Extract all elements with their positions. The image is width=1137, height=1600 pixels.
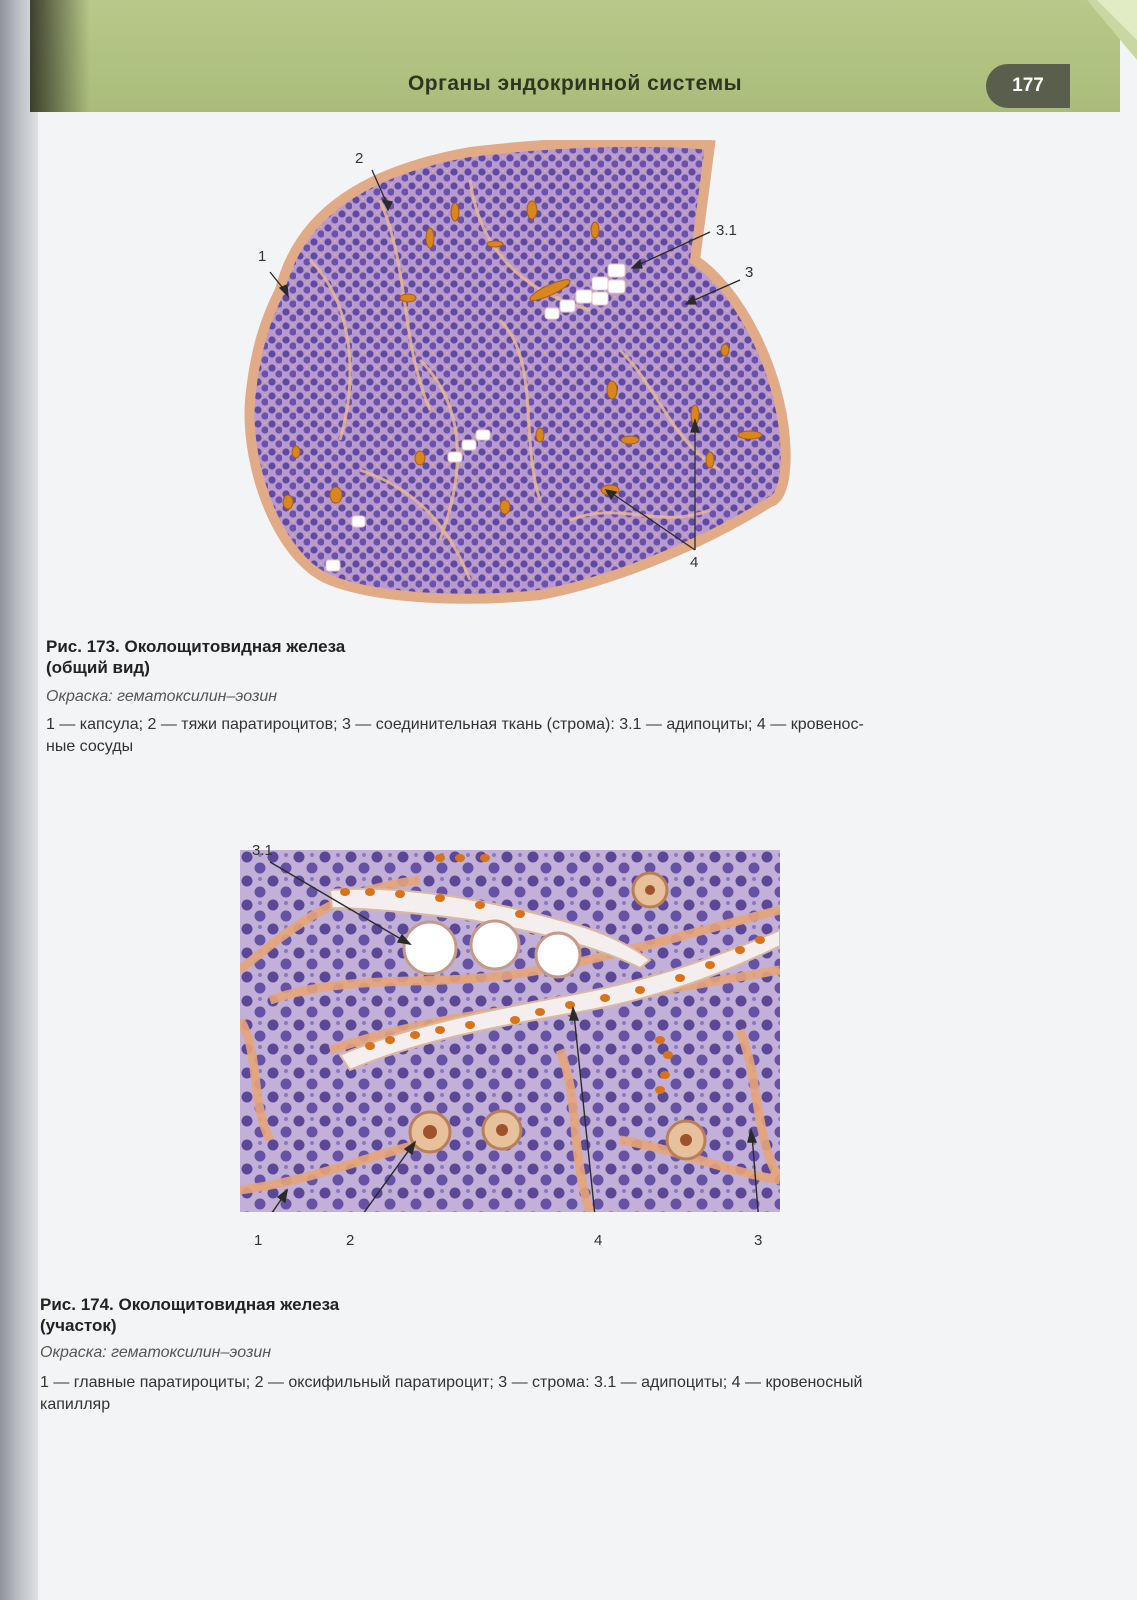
fig173-callout-1: 1 xyxy=(258,248,267,265)
fig173-callout-3-1: 3.1 xyxy=(716,222,737,239)
figure-174-micrograph xyxy=(240,850,780,1212)
figure-173-stain: Окраска: гематоксилин–эозин xyxy=(46,688,278,705)
fig173-callout-4: 4 xyxy=(690,554,699,571)
figure-174-legend-line2: капилляр xyxy=(40,1396,111,1413)
figure-174-stain: Окраска: гематоксилин–эозин xyxy=(40,1344,272,1361)
fig174-callout-3: 3 xyxy=(754,1232,763,1249)
fig174-callout-2: 2 xyxy=(346,1232,355,1249)
page-corner-fold xyxy=(1087,0,1137,60)
figure-173-caption-line1: Рис. 173. Околощитовидная железа xyxy=(46,637,346,656)
chapter-header xyxy=(30,0,1120,112)
figure-174-legend xyxy=(40,1372,862,1416)
section-title: Органы эндокринной системы xyxy=(407,72,743,95)
fig173-callout-2: 2 xyxy=(355,150,364,167)
fig174-callout-4: 4 xyxy=(594,1232,603,1249)
figure-174-caption xyxy=(40,1294,339,1336)
figure-173-legend-line2: ные сосуды xyxy=(46,738,134,755)
figure-173-legend xyxy=(46,714,864,758)
figure-173-legend-line1: 1 — капсула; 2 — тяжи паратироцитов; 3 — соединительная ткань (строма): 3.1 — адипоциты; 4 — кровенос- xyxy=(46,716,864,733)
figure-173-caption-line2: (общий вид) xyxy=(46,658,150,677)
fig174-callout-1: 1 xyxy=(254,1232,263,1249)
book-spine-shadow xyxy=(0,0,38,1600)
fig174-callout-3-1: 3.1 xyxy=(252,842,273,859)
figure-174-caption-line1: Рис. 174. Околощитовидная железа xyxy=(40,1295,340,1314)
page-number: 177 xyxy=(986,64,1070,108)
figure-173-micrograph xyxy=(240,140,800,610)
figure-174-caption-line2: (участок) xyxy=(40,1316,117,1335)
fig173-callout-3: 3 xyxy=(745,264,754,281)
figure-173-caption xyxy=(46,636,345,678)
figure-174-legend-line1: 1 — главные паратироциты; 2 — оксифильный паратироцит; 3 — строма: 3.1 — адипоциты; 4 — кровеносный xyxy=(40,1374,863,1391)
